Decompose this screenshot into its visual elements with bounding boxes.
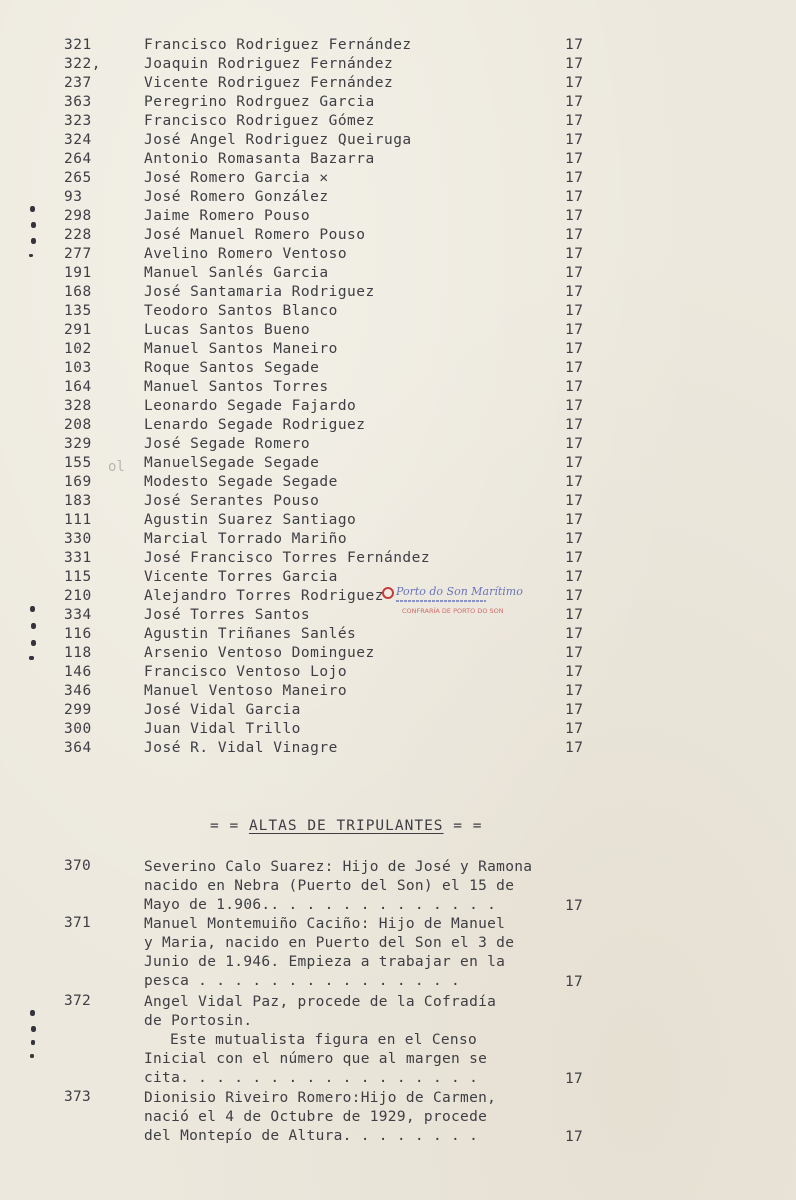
roster-row: [0, 340, 796, 359]
roster-number: 334: [64, 607, 92, 623]
margin-mark: [30, 206, 35, 212]
roster-row: [0, 302, 796, 321]
roster-value: 17: [565, 493, 584, 509]
roster-name: José Segade Romero: [144, 436, 311, 452]
roster-number: 155: [64, 455, 92, 471]
margin-mark: [30, 1010, 35, 1016]
roster-value: 17: [565, 550, 584, 566]
roster-row: [0, 226, 796, 245]
alta-line: y Maria, nacido en Puerto del Son el 3 de: [144, 935, 515, 951]
roster-name: Agustin Triñanes Sanlés: [144, 626, 357, 642]
heading-prefix: = =: [210, 818, 240, 834]
roster-name: Avelino Romero Ventoso: [144, 246, 348, 262]
roster-name: Joaquin Rodriguez Fernández: [144, 56, 394, 72]
roster-value: 17: [565, 474, 584, 490]
roster-value: 17: [565, 607, 584, 623]
roster-value: 17: [565, 436, 584, 452]
roster-value: 17: [565, 626, 584, 642]
roster-name: Agustin Suarez Santiago: [144, 512, 357, 528]
roster-value: 17: [565, 455, 584, 471]
roster-number: 324: [64, 132, 92, 148]
bleed-through-text: ol: [108, 459, 125, 475]
roster-row: [0, 473, 796, 492]
roster-row: [0, 625, 796, 644]
margin-mark: [31, 1026, 36, 1032]
roster-value: 17: [565, 265, 584, 281]
roster-name: Roque Santos Segade: [144, 360, 320, 376]
alta-value: 17: [565, 1129, 584, 1145]
roster-value: 17: [565, 398, 584, 414]
roster-number: 102: [64, 341, 92, 357]
alta-number: 370: [64, 858, 92, 874]
roster-number: 111: [64, 512, 92, 528]
roster-value: 17: [565, 246, 584, 262]
roster-number: 300: [64, 721, 92, 737]
roster-value: 17: [565, 645, 584, 661]
roster-number: 363: [64, 94, 92, 110]
roster-name: José Romero Garcia ✕: [144, 170, 329, 186]
stamp-caption: CONFRARÍA DE PORTO DO SON: [402, 607, 504, 615]
roster-name: Juan Vidal Trillo: [144, 721, 301, 737]
roster-value: 17: [565, 189, 584, 205]
roster-number: 208: [64, 417, 92, 433]
roster-number: 116: [64, 626, 92, 642]
roster-name: Antonio Romasanta Bazarra: [144, 151, 375, 167]
roster-value: 17: [565, 94, 584, 110]
roster-name: Peregrino Rodrguez Garcia: [144, 94, 375, 110]
roster-value: 17: [565, 683, 584, 699]
alta-number: 371: [64, 915, 92, 931]
roster-row: [0, 283, 796, 302]
roster-name: Francisco Rodriguez Gómez: [144, 113, 375, 129]
alta-line: del Montepío de Altura. . . . . . . .: [144, 1128, 479, 1144]
roster-number: 146: [64, 664, 92, 680]
roster-row: [0, 549, 796, 568]
roster-name: José Francisco Torres Fernández: [144, 550, 431, 566]
roster-name: Vicente Torres Garcia: [144, 569, 338, 585]
alta-line: Junio de 1.946. Empieza a trabajar en la: [144, 954, 506, 970]
roster-value: 17: [565, 512, 584, 528]
section-heading: [210, 818, 482, 834]
roster-row: [0, 264, 796, 283]
roster-row: [0, 150, 796, 169]
roster-value: 17: [565, 531, 584, 547]
roster-row: [0, 36, 796, 55]
roster-number: 322,: [64, 56, 101, 72]
roster-value: 17: [565, 132, 584, 148]
roster-name: José Angel Rodriguez Queiruga: [144, 132, 412, 148]
roster-number: 265: [64, 170, 92, 186]
alta-line: nació el 4 de Octubre de 1929, procede: [144, 1109, 488, 1125]
roster-row: [0, 188, 796, 207]
margin-mark: [30, 606, 35, 612]
heading-title: ALTAS DE TRIPULANTES: [248, 818, 444, 834]
roster-name: José Romero González: [144, 189, 329, 205]
margin-mark: [31, 623, 36, 629]
roster-value: 17: [565, 360, 584, 376]
roster-row: [0, 207, 796, 226]
roster-name: José Santamaria Rodriguez: [144, 284, 375, 300]
roster-name: Francisco Ventoso Lojo: [144, 664, 348, 680]
roster-number: 277: [64, 246, 92, 262]
roster-name: Manuel Sanlés Garcia: [144, 265, 329, 281]
roster-value: 17: [565, 740, 584, 756]
roster-value: 17: [565, 208, 584, 224]
roster-number: 328: [64, 398, 92, 414]
margin-mark: [31, 640, 36, 646]
roster-value: 17: [565, 227, 584, 243]
roster-row: [0, 131, 796, 150]
roster-row: [0, 245, 796, 264]
alta-line: Angel Vidal Paz, procede de la Cofradía: [144, 994, 497, 1010]
alta-line: Dionisio Riveiro Romero:Hijo de Carmen,: [144, 1090, 497, 1106]
alta-line: nacido en Nebra (Puerto del Son) el 15 de: [144, 878, 515, 894]
alta-number: 373: [64, 1089, 92, 1105]
roster-name: Arsenio Ventoso Dominguez: [144, 645, 375, 661]
roster-name: Lenardo Segade Rodriguez: [144, 417, 366, 433]
roster-number: 329: [64, 436, 92, 452]
roster-name: Manuel Santos Maneiro: [144, 341, 338, 357]
roster-value: 17: [565, 588, 584, 604]
alta-value: 17: [565, 974, 584, 990]
alta-line: Severino Calo Suarez: Hijo de José y Ramona: [144, 859, 533, 875]
heading-suffix: = =: [453, 818, 483, 834]
margin-mark: [30, 1054, 34, 1058]
roster-value: 17: [565, 721, 584, 737]
roster-row: [0, 169, 796, 188]
margin-mark: [29, 254, 33, 257]
roster-name: Vicente Rodriguez Fernández: [144, 75, 394, 91]
roster-name: Manuel Santos Torres: [144, 379, 329, 395]
roster-value: 17: [565, 341, 584, 357]
alta-value: 17: [565, 1071, 584, 1087]
roster-row: [0, 416, 796, 435]
roster-row: [0, 378, 796, 397]
roster-value: 17: [565, 322, 584, 338]
margin-mark: [29, 656, 34, 660]
roster-number: 168: [64, 284, 92, 300]
alta-line: Manuel Montemuiño Caciño: Hijo de Manuel: [144, 916, 506, 932]
roster-name: Teodoro Santos Blanco: [144, 303, 338, 319]
roster-value: 17: [565, 664, 584, 680]
roster-name: José Vidal Garcia: [144, 702, 301, 718]
roster-row: [0, 530, 796, 549]
roster-number: 330: [64, 531, 92, 547]
roster-row: [0, 644, 796, 663]
roster-name: Alejandro Torres Rodriguez: [144, 588, 384, 604]
roster-row: [0, 435, 796, 454]
roster-number: 191: [64, 265, 92, 281]
roster-number: 321: [64, 37, 92, 53]
roster-name: Jaime Romero Pouso: [144, 208, 311, 224]
roster-row: [0, 74, 796, 93]
roster-value: 17: [565, 702, 584, 718]
roster-number: 237: [64, 75, 92, 91]
roster-number: 210: [64, 588, 92, 604]
roster-row: [0, 397, 796, 416]
roster-number: 291: [64, 322, 92, 338]
roster-value: 17: [565, 569, 584, 585]
roster-row: [0, 682, 796, 701]
roster-value: 17: [565, 75, 584, 91]
roster-number: 164: [64, 379, 92, 395]
roster-number: 364: [64, 740, 92, 756]
roster-number: 93: [64, 189, 83, 205]
roster-name: José Torres Santos: [144, 607, 311, 623]
roster-row: [0, 93, 796, 112]
alta-line: cita. . . . . . . . . . . . . . . . .: [144, 1070, 479, 1086]
roster-name: Francisco Rodriguez Fernández: [144, 37, 412, 53]
alta-line: Este mutualista figura en el Censo: [170, 1032, 478, 1048]
stamp-script: Porto do Son Marítimo: [396, 585, 523, 598]
roster-value: 17: [565, 113, 584, 129]
roster-name: Leonardo Segade Fajardo: [144, 398, 357, 414]
roster-value: 17: [565, 151, 584, 167]
roster-value: 17: [565, 417, 584, 433]
roster-number: 331: [64, 550, 92, 566]
roster-name: José Manuel Romero Pouso: [144, 227, 366, 243]
roster-row: [0, 492, 796, 511]
cofradia-stamp: [382, 585, 523, 625]
alta-line: de Portosin.: [144, 1013, 253, 1029]
roster-value: 17: [565, 284, 584, 300]
roster-name: ManuelSegade Segade: [144, 455, 320, 471]
alta-line: pesca . . . . . . . . . . . . . . .: [144, 973, 461, 989]
roster-row: [0, 112, 796, 131]
roster-number: 169: [64, 474, 92, 490]
roster-number: 135: [64, 303, 92, 319]
roster-row: [0, 511, 796, 530]
roster-name: Manuel Ventoso Maneiro: [144, 683, 348, 699]
crew-roster: [0, 36, 796, 758]
roster-number: 228: [64, 227, 92, 243]
roster-row: [0, 720, 796, 739]
roster-number: 299: [64, 702, 92, 718]
roster-row: [0, 663, 796, 682]
roster-number: 323: [64, 113, 92, 129]
roster-number: 346: [64, 683, 92, 699]
roster-number: 264: [64, 151, 92, 167]
margin-mark: [31, 1040, 35, 1045]
roster-row: [0, 359, 796, 378]
roster-number: 298: [64, 208, 92, 224]
roster-value: 17: [565, 56, 584, 72]
roster-name: Marcial Torrado Mariño: [144, 531, 348, 547]
alta-line: Inicial con el número que al margen se: [144, 1051, 488, 1067]
roster-number: 115: [64, 569, 92, 585]
margin-mark: [31, 222, 36, 228]
stamp-emblem-icon: [382, 587, 394, 599]
stamp-microtext: [396, 600, 486, 602]
roster-name: Modesto Segade Segade: [144, 474, 338, 490]
roster-row: [0, 55, 796, 74]
roster-value: 17: [565, 170, 584, 186]
roster-value: 17: [565, 379, 584, 395]
roster-name: Lucas Santos Bueno: [144, 322, 311, 338]
roster-value: 17: [565, 37, 584, 53]
roster-name: José R. Vidal Vinagre: [144, 740, 338, 756]
roster-number: 118: [64, 645, 92, 661]
roster-row: [0, 739, 796, 758]
alta-line: Mayo de 1.906.. . . . . . . . . . . . .: [144, 897, 497, 913]
roster-number: 103: [64, 360, 92, 376]
margin-mark: [31, 238, 36, 244]
roster-number: 183: [64, 493, 92, 509]
alta-number: 372: [64, 993, 92, 1009]
roster-row: [0, 701, 796, 720]
roster-value: 17: [565, 303, 584, 319]
alta-value: 17: [565, 898, 584, 914]
roster-row: [0, 321, 796, 340]
roster-name: José Serantes Pouso: [144, 493, 320, 509]
